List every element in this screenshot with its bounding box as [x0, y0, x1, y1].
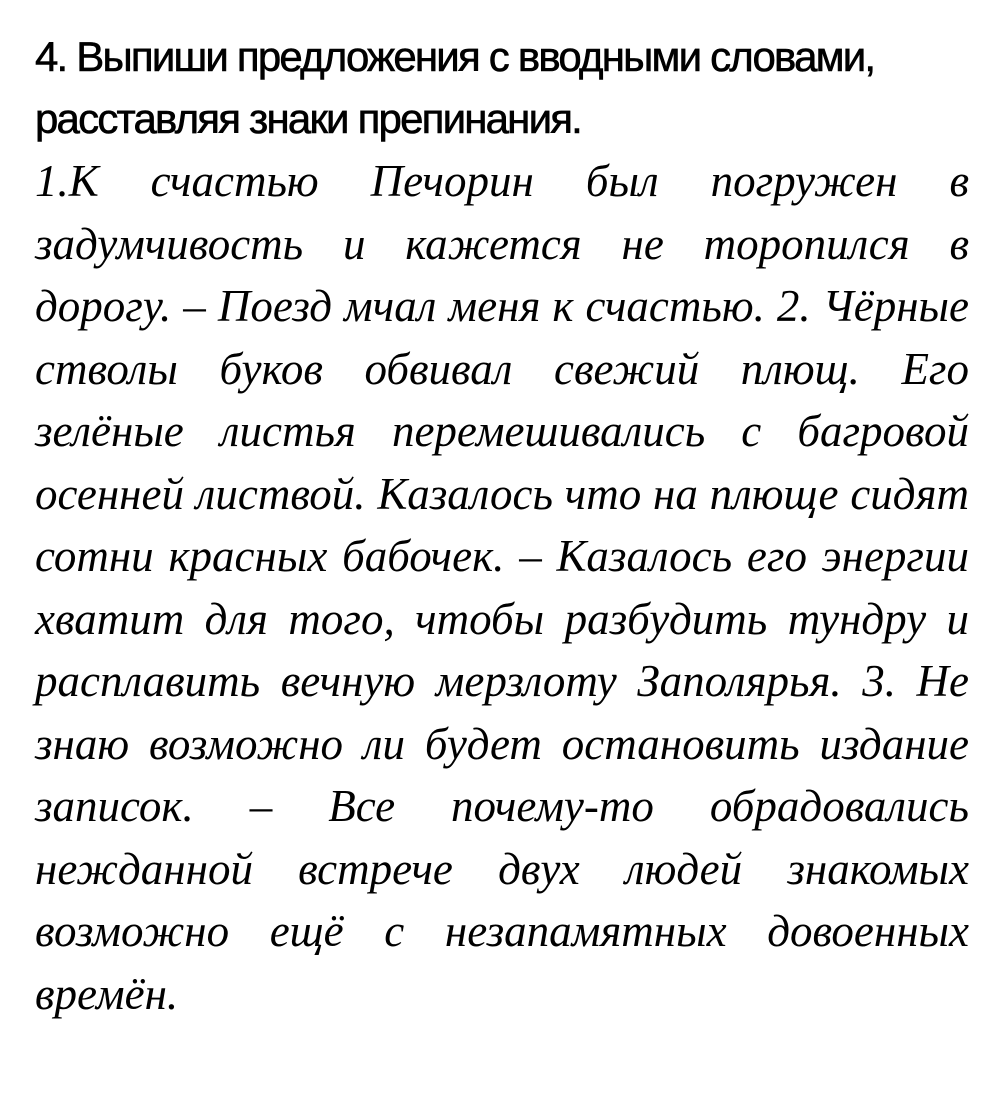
task-text: 1.К счастью Печорин был погружен в задумчивость и кажется не торопился в дорогу. – Поезд мчал меня к счастью. 2. Чёрные стволы буков обвивал свежий плющ. Его зелёные листья перемешивались с багровой осенней листвой. Казалось что на плюще сидят сотни красных бабочек. – Казалось его энергии хватит для того, чтобы разбудить тундру и расплавить вечную мерзлоту Заполярья. 3. Не знаю возможно ли будет остановить издание записок. – Все почему-то обрадовались нежданной встрече двух людей знакомых возможно ещё с незапамятных довоенных времён.: [35, 156, 969, 1019]
task-heading: 4. Выпиши предложения с вводными словами, расставляя знаки препинания.: [35, 33, 875, 142]
